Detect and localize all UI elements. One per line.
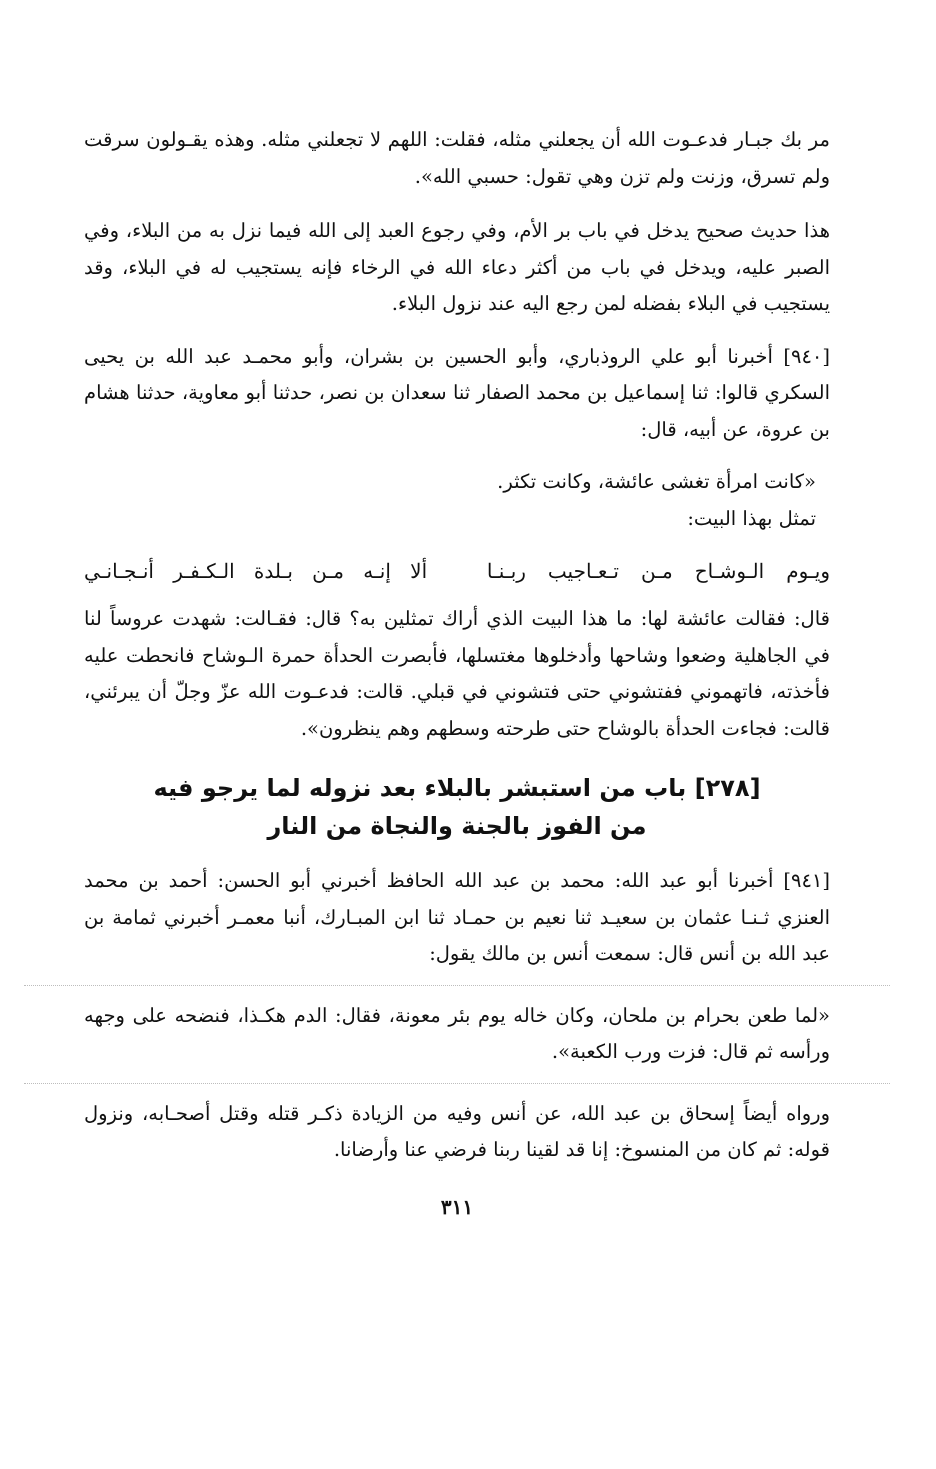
chapter-heading-line2: من الفوز بالجنة والنجاة من النار (267, 812, 647, 840)
poem-first-hemistich: ويـوم الـوشـاح مـن تـعـاجيب ربـنـا (486, 559, 830, 583)
page-number: ٣١١ (440, 1194, 474, 1219)
chapter-heading-line1: [٢٧٨] باب من استبشر بالبلاء بعد نزوله لما يرجو فيه (153, 774, 761, 802)
hadith-941-chain: [٩٤١] أخبرنا أبو عبد الله: محمد بن عبد الله الحافظ أخبرني أبو الحسن: أحمد بن محمد العنزي ثـنـا عثمان بن سعيـد ثنا نعيم بن حمـاد ثنا ابن المبـارك، أنبا معمـر أخبرني ثمامة بن عبد الله بن أنس قال: سمعت أنس بن مالك يقول: (84, 869, 830, 965)
hadith-940-story: قال: فقالت عائشة لها: ما هذا البيت الذي أراك تمثلين به؟ قال: فقـالت: شهدت عروساً لنا في الجاهلية وضعوا وشاحها وأدخلوها مغتسلها، فأبصرت الحدأة حمرة الـوشاح فانحطت عليه فأخذته، فاتهموني ففتشوني حتى فتشوني في قبلي. قالت: فدعـوت الله عزّ وجلّ أن يبرئني، قالت: فجاءت الحدأة بالوشاح حتى طرحته وسطهم وهم ينظرون». (84, 607, 830, 740)
paragraph-commentary: هذا حديث صحيح يدخل في باب بر الأم، وفي رجوع العبد إلى الله فيما نزل به من البلاء، وفي الصبر عليه، ويدخل في باب من أكثر دعاء الله في الرخاء فإنه يستجيب له في البلاء، وقد يستجيب في البلاء بفضله لمن رجع اليه عند نزول البلاء. (84, 219, 830, 315)
hadith-941-note: ورواه أيضاً إسحاق بن عبد الله، عن أنس وفيه من الزيادة ذكـر قتله وقتل أصحـابه، ونزول قوله: ثم كان من المنسوخ: إنا قد لقينا ربنا فرضي عنا وأرضانا. (84, 1101, 830, 1161)
chapter-heading (84, 769, 830, 845)
poem-second-hemistich: ألا إنـه مـن بـلدة الـكـفـر أنـجـانـي (84, 559, 428, 583)
hadith-940-chain: [٩٤٠] أخبرنا أبو علي الروذباري، وأبو الحسين بن بشران، وأبو محمـد عبد الله بن يحيى السكري قالوا: ثنا إسماعيل بن محمد الصفار ثنا سعدان بن نصر، حدثنا أبو معاوية، حدثنا هشام بن عروة، عن أبيه، قال: (84, 344, 830, 441)
page-content (84, 122, 830, 1219)
hadith-940-quote-line1: «كانت امرأة تغشى عائشة، وكانت تكثر. (497, 470, 816, 493)
paragraph-continuation: مر بك جبـار فدعـوت الله أن يجعلني مثله، فقلت: اللهم لا تجعلني مثله. وهذه يقـولون سرقت ولم تسرق، وزنت ولم تزن وهي تقول: حسبي الله». (84, 128, 830, 188)
hadith-940-quote-line2: تمثل بهذا البيت: (687, 506, 816, 530)
scan-divider (24, 985, 890, 986)
scan-divider-2 (24, 1083, 890, 1084)
poem-verse (84, 551, 830, 591)
hadith-941-quote: «لما طعن بحرام بن ملحان، وكان خاله يوم بئر معونة، فقال: الدم هكـذا، فنضحه على وجهه ورأسه ثم قال: فزت ورب الكعبة». (84, 1003, 830, 1063)
